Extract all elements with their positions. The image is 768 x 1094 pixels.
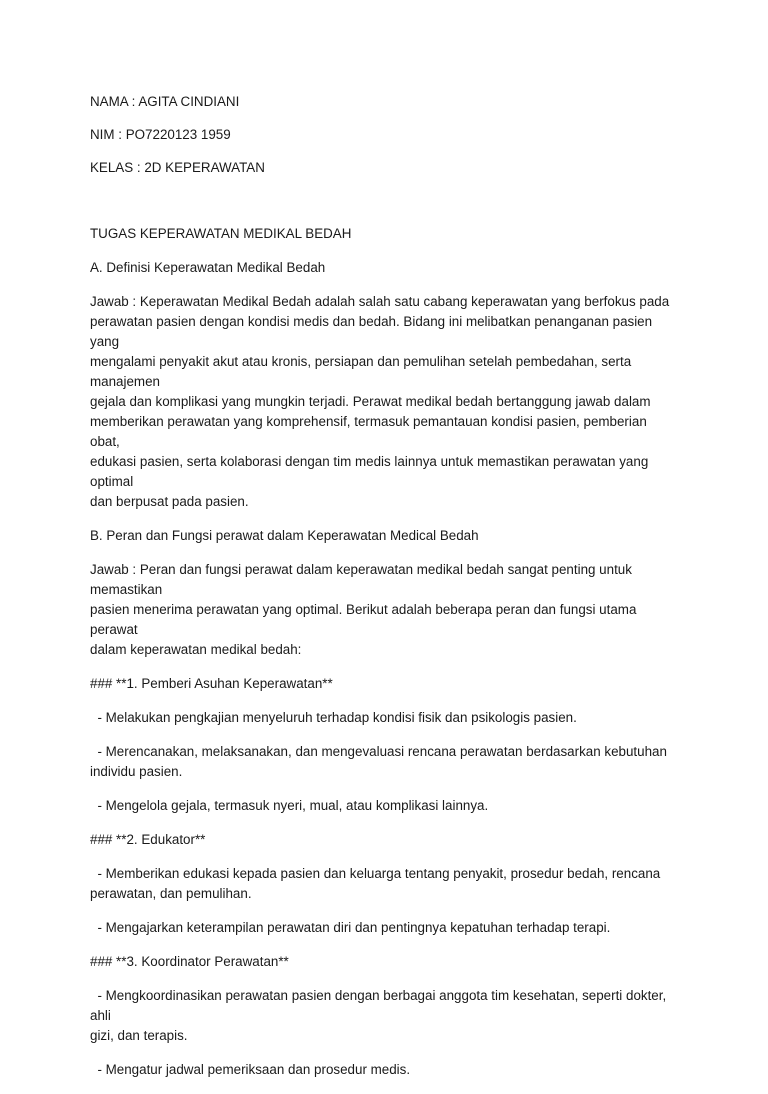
- document-page: [90, 92, 678, 1094]
- role-item-line: - Melakukan pengkajian menyeluruh terhadap kondisi fisik dan psikologis pasien.: [90, 710, 577, 725]
- answer-line: dan berpusat pada pasien.: [90, 494, 249, 509]
- role-item: [90, 986, 678, 1046]
- role-heading: ### **2. Edukator**: [90, 832, 206, 847]
- role-item: [90, 864, 678, 904]
- student-class: KELAS : 2D KEPERAWATAN: [90, 160, 265, 175]
- answer-line: memberikan perawatan yang komprehensif, termasuk pemantauan kondisi pasien, pemberian obat,: [90, 414, 651, 449]
- answer-line: Jawab : Peran dan fungsi perawat dalam keperawatan medikal bedah sangat penting untuk memastikan: [90, 562, 636, 597]
- answer-line: gejala dan komplikasi yang mungkin terjadi. Perawat medikal bedah bertanggung jawab dalam: [90, 394, 651, 409]
- answer-line: mengalami penyakit akut atau kronis, persiapan dan pemulihan setelah pembedahan, serta manajemen: [90, 354, 635, 389]
- answer-line: Jawab : Keperawatan Medikal Bedah adalah salah satu cabang keperawatan yang berfokus pada: [90, 294, 670, 309]
- role-item-line: gizi, dan terapis.: [90, 1028, 188, 1043]
- section-b-answer: [90, 560, 678, 660]
- role-item-line: - Memberikan edukasi kepada pasien dan keluarga tentang penyakit, prosedur bedah, rencana: [90, 866, 661, 881]
- role-item: [90, 708, 678, 728]
- role-heading: ### **3. Koordinator Perawatan**: [90, 954, 289, 969]
- role-item-line: - Mengatur jadwal pemeriksaan dan prosedur medis.: [90, 1062, 411, 1077]
- role-item: [90, 918, 678, 938]
- section-b-heading: B. Peran dan Fungsi perawat dalam Keperawatan Medical Bedah: [90, 528, 479, 543]
- section-a-heading: A. Definisi Keperawatan Medikal Bedah: [90, 260, 326, 275]
- answer-line: edukasi pasien, serta kolaborasi dengan tim medis lainnya untuk memastikan perawatan yang optimal: [90, 454, 652, 489]
- student-nim: NIM : PO7220123 1959: [90, 127, 231, 142]
- answer-line: pasien menerima perawatan yang optimal. Berikut adalah beberapa peran dan fungsi utama perawat: [90, 602, 641, 637]
- role-item-line: perawatan, dan pemulihan.: [90, 886, 252, 901]
- section-a-answer: [90, 292, 678, 512]
- role-item-line: - Mengelola gejala, termasuk nyeri, mual, atau komplikasi lainnya.: [90, 798, 489, 813]
- student-name: NAMA : AGITA CINDIANI: [90, 94, 240, 109]
- role-item: [90, 742, 678, 782]
- role-item-line: - Merencanakan, melaksanakan, dan mengevaluasi rencana perawatan berdasarkan kebutuhan: [90, 744, 667, 759]
- role-item-line: individu pasien.: [90, 764, 183, 779]
- answer-line: perawatan pasien dengan kondisi medis dan bedah. Bidang ini melibatkan penanganan pasien yang: [90, 314, 656, 349]
- role-item: [90, 1060, 678, 1080]
- document-title: TUGAS KEPERAWATAN MEDIKAL BEDAH: [90, 226, 352, 241]
- role-item-line: - Mengkoordinasikan perawatan pasien dengan berbagai anggota tim kesehatan, seperti dokter, ahli: [90, 988, 670, 1023]
- role-heading: ### **1. Pemberi Asuhan Keperawatan**: [90, 676, 333, 691]
- role-item-line: - Mengajarkan keterampilan perawatan diri dan pentingnya kepatuhan terhadap terapi.: [90, 920, 611, 935]
- role-item: [90, 796, 678, 816]
- answer-line: dalam keperawatan medikal bedah:: [90, 642, 302, 657]
